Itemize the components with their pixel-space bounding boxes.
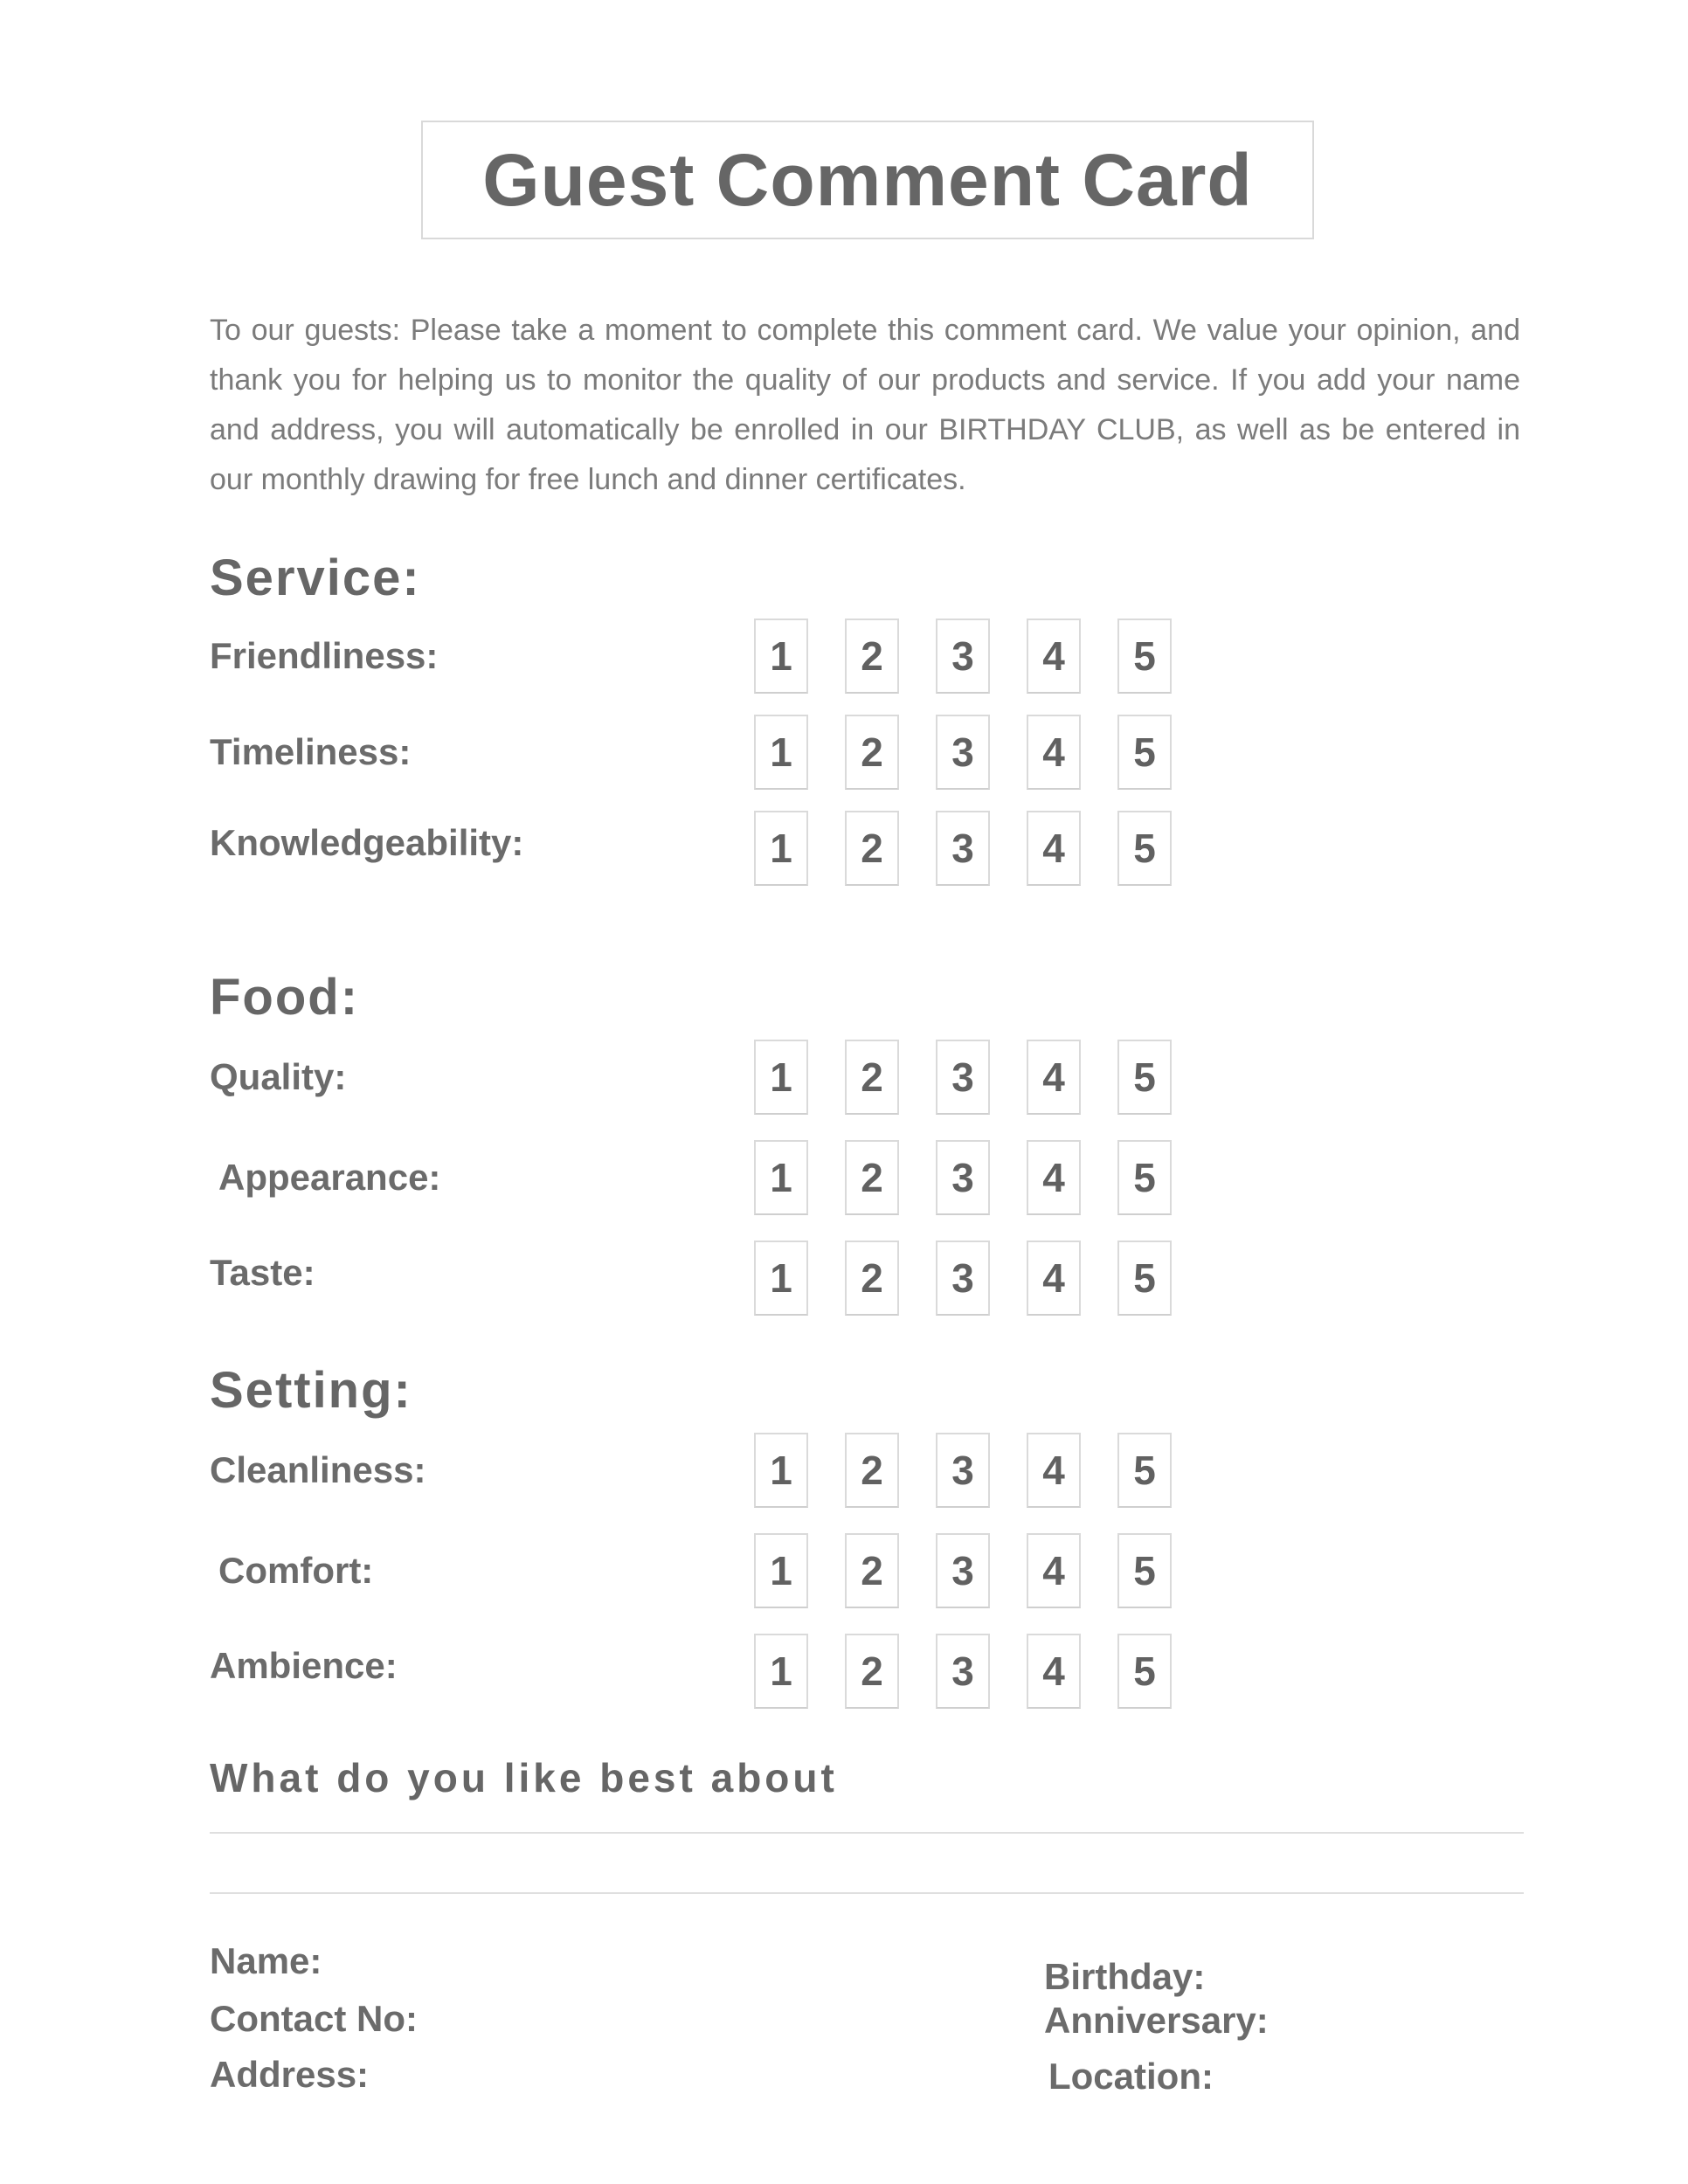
rating-box[interactable] <box>1027 619 1081 694</box>
comments-heading: What do you like best about <box>210 1755 838 1800</box>
rating-box[interactable] <box>845 1040 899 1115</box>
comments-line-2[interactable] <box>210 1892 1524 1894</box>
section-heading-setting: Setting: <box>210 1362 412 1419</box>
rating-number: 2 <box>861 826 883 871</box>
rating-number: 3 <box>951 1448 974 1493</box>
rating-number: 2 <box>861 1155 883 1200</box>
rating-number: 3 <box>951 1054 974 1100</box>
rating-number: 4 <box>1042 1648 1065 1694</box>
rating-box[interactable] <box>1027 1241 1081 1316</box>
contact-no-field-label: Contact No: <box>210 1998 418 2039</box>
address-field-label: Address: <box>210 2054 370 2095</box>
rating-number: 5 <box>1133 1054 1156 1100</box>
row-label-appearance: Appearance: <box>218 1157 441 1198</box>
row-label-timeliness: Timeliness: <box>210 731 412 772</box>
location-field-label: Location: <box>1048 2056 1214 2097</box>
intro-paragraph: To our guests: Please take a moment to complete this comment card. We value your opinion, and thank you for helping us to monitor the quality of our products and service. If you add your name and address, you will automatically be enrolled in our BIRTHDAY CLUB, as well as be entered in our monthly drawing for free lunch and dinner certificates. <box>210 314 1520 496</box>
rating-number: 3 <box>951 633 974 679</box>
rating-box[interactable] <box>936 1140 990 1215</box>
rating-number: 5 <box>1133 1448 1156 1493</box>
rating-box[interactable] <box>1117 1040 1172 1115</box>
row-label-cleanliness: Cleanliness: <box>210 1449 426 1490</box>
rating-box[interactable] <box>754 1040 808 1115</box>
rating-box[interactable] <box>1117 1533 1172 1608</box>
rating-number: 1 <box>770 1448 792 1493</box>
rating-number: 3 <box>951 1255 974 1301</box>
rating-number: 5 <box>1133 729 1156 775</box>
rating-box[interactable] <box>845 1140 899 1215</box>
rating-number: 3 <box>951 826 974 871</box>
rating-number: 3 <box>951 1155 974 1200</box>
name-field-label: Name: <box>210 1940 322 1981</box>
rating-box[interactable] <box>1117 811 1172 886</box>
rating-box[interactable] <box>1027 1634 1081 1709</box>
birthday-field-label: Birthday: <box>1044 1956 1206 1997</box>
rating-number: 1 <box>770 633 792 679</box>
rating-row-knowledgeability <box>754 811 1172 886</box>
rating-box[interactable] <box>936 1634 990 1709</box>
rating-number: 5 <box>1133 826 1156 871</box>
rating-number: 1 <box>770 1054 792 1100</box>
rating-row-comfort <box>754 1533 1172 1608</box>
rating-number: 5 <box>1133 1155 1156 1200</box>
anniversary-field-label: Anniversary: <box>1044 2000 1269 2041</box>
rating-number: 2 <box>861 729 883 775</box>
rating-number: 4 <box>1042 826 1065 871</box>
rating-number: 2 <box>861 1054 883 1100</box>
rating-number: 1 <box>770 1548 792 1593</box>
rating-number: 4 <box>1042 1448 1065 1493</box>
rating-number: 3 <box>951 729 974 775</box>
rating-box[interactable] <box>845 1433 899 1508</box>
row-label-taste: Taste: <box>210 1252 315 1293</box>
rating-row-quality <box>754 1040 1172 1115</box>
rating-box[interactable] <box>845 1241 899 1316</box>
row-label-knowledgeability: Knowledgeability: <box>210 822 524 863</box>
rating-box[interactable] <box>1117 1634 1172 1709</box>
comments-line-1[interactable] <box>210 1832 1524 1834</box>
rating-row-timeliness <box>754 715 1172 790</box>
rating-box[interactable] <box>845 715 899 790</box>
rating-box[interactable] <box>1117 715 1172 790</box>
rating-number: 4 <box>1042 1054 1065 1100</box>
rating-box[interactable] <box>1027 715 1081 790</box>
rating-box[interactable] <box>1117 1433 1172 1508</box>
rating-number: 1 <box>770 729 792 775</box>
rating-box[interactable] <box>754 1433 808 1508</box>
rating-number: 4 <box>1042 1155 1065 1200</box>
rating-box[interactable] <box>754 715 808 790</box>
rating-number: 3 <box>951 1648 974 1694</box>
rating-box[interactable] <box>1027 1140 1081 1215</box>
rating-row-appearance <box>754 1140 1172 1215</box>
rating-box[interactable] <box>936 715 990 790</box>
rating-number: 1 <box>770 1155 792 1200</box>
section-heading-service: Service: <box>210 549 421 606</box>
rating-box[interactable] <box>754 811 808 886</box>
rating-box[interactable] <box>845 1533 899 1608</box>
rating-box[interactable] <box>754 1533 808 1608</box>
rating-box[interactable] <box>845 1634 899 1709</box>
rating-number: 2 <box>861 1648 883 1694</box>
rating-box[interactable] <box>754 1634 808 1709</box>
rating-box[interactable] <box>936 1433 990 1508</box>
rating-box[interactable] <box>1117 1140 1172 1215</box>
rating-row-friendliness <box>754 619 1172 694</box>
rating-box[interactable] <box>1117 619 1172 694</box>
rating-number: 5 <box>1133 1548 1156 1593</box>
title-box <box>421 121 1314 239</box>
row-label-quality: Quality: <box>210 1056 347 1097</box>
rating-number: 5 <box>1133 633 1156 679</box>
rating-box[interactable] <box>754 1241 808 1316</box>
rating-box[interactable] <box>754 619 808 694</box>
rating-box[interactable] <box>1027 1040 1081 1115</box>
rating-number: 2 <box>861 1548 883 1593</box>
rating-number: 4 <box>1042 1548 1065 1593</box>
rating-number: 2 <box>861 633 883 679</box>
rating-number: 4 <box>1042 633 1065 679</box>
rating-number: 5 <box>1133 1255 1156 1301</box>
rating-box[interactable] <box>936 1533 990 1608</box>
rating-box[interactable] <box>754 1140 808 1215</box>
rating-box[interactable] <box>1027 811 1081 886</box>
rating-box[interactable] <box>936 619 990 694</box>
rating-number: 2 <box>861 1448 883 1493</box>
row-label-comfort: Comfort: <box>218 1550 374 1591</box>
rating-box[interactable] <box>1027 1433 1081 1508</box>
rating-row-cleanliness <box>754 1433 1172 1508</box>
rating-number: 4 <box>1042 1255 1065 1301</box>
rating-number: 4 <box>1042 729 1065 775</box>
rating-box[interactable] <box>1027 1533 1081 1608</box>
rating-number: 1 <box>770 1255 792 1301</box>
rating-number: 1 <box>770 1648 792 1694</box>
rating-box[interactable] <box>845 619 899 694</box>
rating-box[interactable] <box>936 811 990 886</box>
rating-box[interactable] <box>936 1040 990 1115</box>
section-heading-food: Food: <box>210 969 360 1026</box>
rating-row-taste <box>754 1241 1172 1316</box>
rating-row-ambience <box>754 1634 1172 1709</box>
page-title: Guest Comment Card <box>482 138 1253 221</box>
rating-box[interactable] <box>1117 1241 1172 1316</box>
rating-box[interactable] <box>936 1241 990 1316</box>
row-label-friendliness: Friendliness: <box>210 635 439 676</box>
rating-number: 2 <box>861 1255 883 1301</box>
rating-number: 5 <box>1133 1648 1156 1694</box>
rating-number: 1 <box>770 826 792 871</box>
rating-number: 3 <box>951 1548 974 1593</box>
rating-box[interactable] <box>845 811 899 886</box>
row-label-ambience: Ambience: <box>210 1645 398 1686</box>
